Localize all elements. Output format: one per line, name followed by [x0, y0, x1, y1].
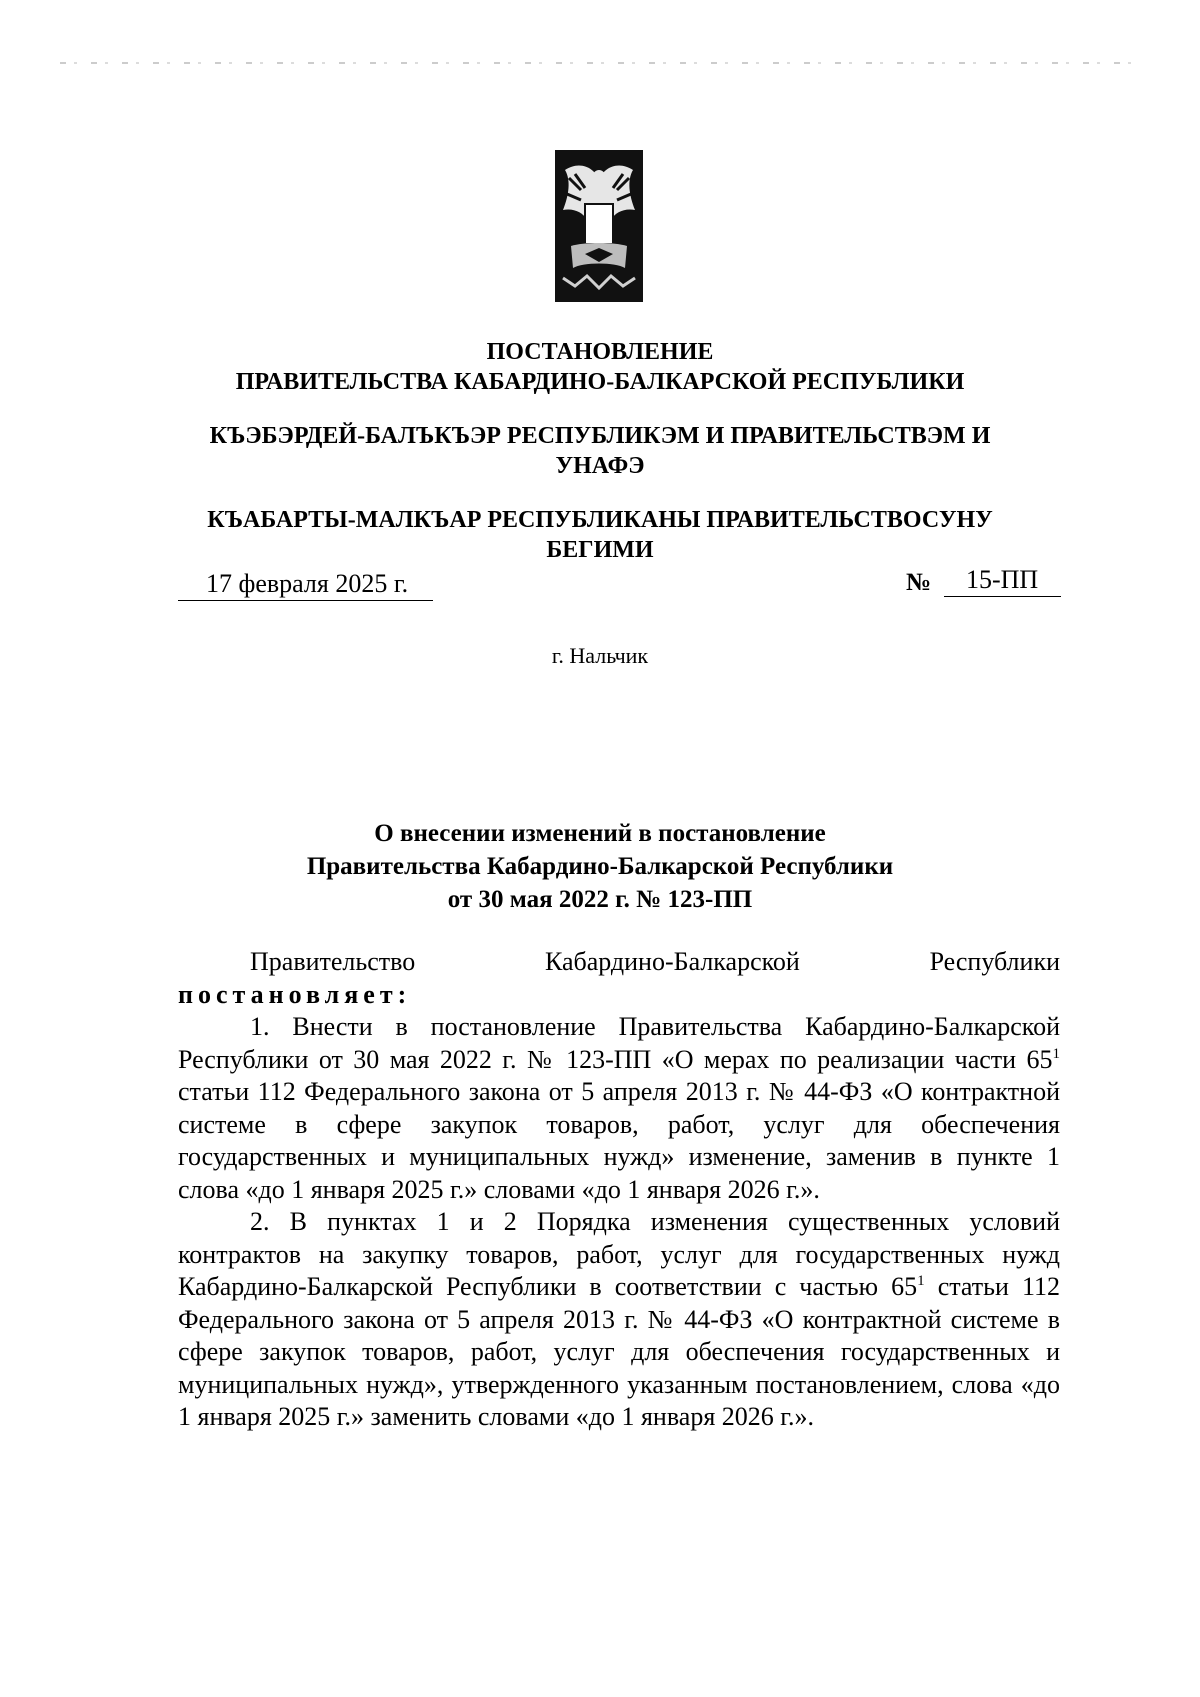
header-kbd-line2: УНАФЭ [555, 453, 645, 479]
paragraph-2-part-a: 2. В пунктах 1 и 2 Порядка изменения существенных условий контрактов на закупку товаров, работ, услуг для государственных нужд Кабардино-Балкарской Республики в соответствии с частью 65 [178, 1207, 1060, 1301]
header-ru-line1: ПОСТАНОВЛЕНИЕ [486, 339, 714, 365]
title-line2: Правительства Кабардино-Балкарской Республики [306, 853, 894, 880]
coat-of-arms-emblem [555, 150, 643, 302]
scan-artifact-line [60, 62, 1140, 64]
paragraph-1 [178, 1011, 1060, 1206]
coat-of-arms-icon [555, 150, 643, 302]
paragraph-1-superscript: 1 [1052, 1045, 1060, 1062]
paragraph-1-part-b: статьи 112 Федерального закона от 5 апреля 2013 г. № 44-ФЗ «О контрактной системе в сфере закупок товаров, работ, услуг для обеспечения государственных и муниципальных нужд» изменение, заменив в пункте 1 слова «до 1 января 2025 г.» словами «до 1 января 2026 г.». [178, 1077, 1060, 1204]
title-line1: О внесении изменений в постановление [374, 820, 826, 847]
header-kabardian [160, 421, 1040, 481]
decree-word: постановляет: [178, 979, 412, 1009]
intro-line [178, 946, 1060, 979]
header-kbd-line1: КЪЭБЭРДЕЙ-БАЛЪКЪЭР РЕСПУБЛИКЭМ И ПРАВИТЕЛЬСТВЭМ И [209, 423, 991, 449]
intro-word-3: Республики [929, 947, 1060, 976]
title-line3: от 30 мая 2022 г. № 123-ПП [447, 886, 753, 913]
paragraph-2-superscript: 1 [917, 1273, 925, 1289]
header-krc-line2: БЕГИМИ [546, 537, 654, 563]
header-balkar [160, 505, 1040, 565]
intro-word-1: Правительство [250, 947, 416, 976]
number-sign: № [906, 569, 932, 596]
header-ru-line2: ПРАВИТЕЛЬСТВА КАБАРДИНО-БАЛКАРСКОЙ РЕСПУБЛИКИ [235, 369, 965, 395]
city-name: г. Нальчик [551, 643, 649, 668]
header-krc-line1: КЪАБАРТЫ-МАЛКЪАР РЕСПУБЛИКАНЫ ПРАВИТЕЛЬСТВОСУНУ [207, 507, 993, 533]
document-date: 17 февраля 2025 г. [178, 568, 433, 601]
number-value: 15-ПП [944, 564, 1061, 597]
paragraph-2-part-b: статьи 112 Федерального закона от 5 апреля 2013 г. № 44-ФЗ «О контрактной системе в сфере закупок товаров, работ, услуг для обеспечения государственных и муниципальных нужд», утвержденного указанным постановлением, слова «до 1 января 2025 г.» заменить словами «до 1 января 2026 г.». [178, 1272, 1060, 1431]
document-number [906, 566, 1061, 599]
document-title [240, 817, 960, 916]
decree-word-line [178, 979, 1060, 1012]
document-body [178, 946, 1060, 1434]
paragraph-2 [178, 1206, 1060, 1434]
header-russian [160, 337, 1040, 397]
intro-word-2: Кабардино-Балкарской [544, 947, 800, 976]
paragraph-1-part-a: 1. Внести в постановление Правительства Кабардино-Балкарской Республики от 30 мая 2022 г. № 123-ПП «О мерах по реализации части 65 [178, 1012, 1060, 1074]
